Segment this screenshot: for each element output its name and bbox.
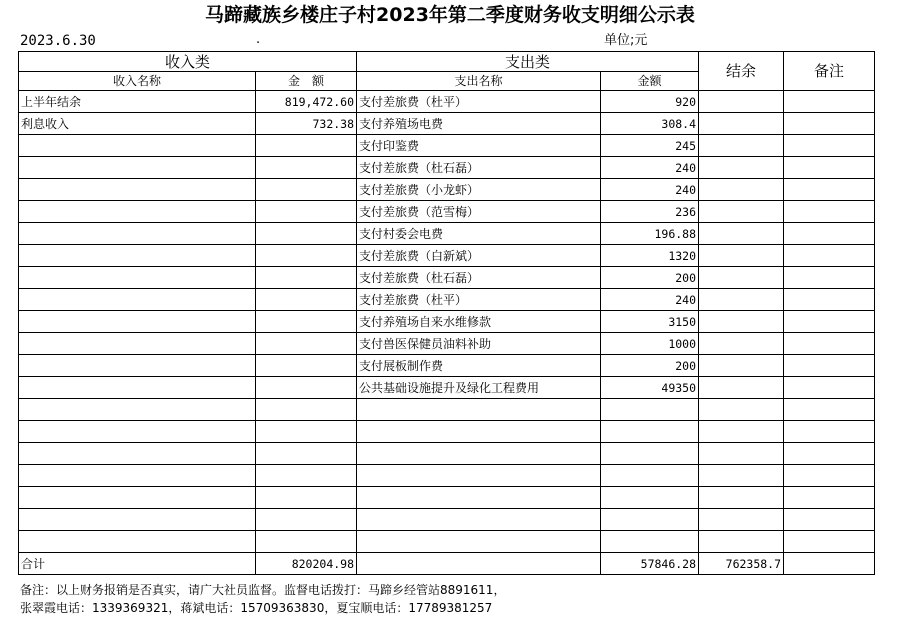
expense-amount-header: 金额 — [601, 72, 699, 91]
income-name-cell: 利息收入 — [19, 113, 256, 135]
income-name-cell — [19, 135, 256, 157]
table-row — [19, 531, 875, 553]
income-amount-cell — [256, 509, 357, 531]
balance-cell — [699, 135, 784, 157]
income-amount-cell — [256, 135, 357, 157]
balance-cell — [699, 421, 784, 443]
income-name-cell — [19, 333, 256, 355]
remark-cell — [784, 267, 875, 289]
expense-name-cell: 支付差旅费（杜平） — [357, 91, 601, 113]
finance-table — [18, 51, 875, 575]
expense-amount-cell: 308.4 — [601, 113, 699, 135]
income-amount-cell — [256, 201, 357, 223]
expense-name-cell — [357, 487, 601, 509]
unit-label: 单位;元 — [604, 33, 648, 48]
income-amount-cell — [256, 179, 357, 201]
income-name-cell — [19, 487, 256, 509]
remark-cell — [784, 245, 875, 267]
table-row — [19, 223, 875, 245]
expense-amount-cell: 1320 — [601, 245, 699, 267]
balance-cell — [699, 267, 784, 289]
expense-amount-cell — [601, 487, 699, 509]
table-row — [19, 443, 875, 465]
balance-cell — [699, 377, 784, 399]
table-row — [19, 509, 875, 531]
expense-name-cell — [357, 465, 601, 487]
expense-name-cell: 支付展板制作费 — [357, 355, 601, 377]
expense-amount-cell — [601, 465, 699, 487]
expense-name-cell: 支付印鉴费 — [357, 135, 601, 157]
expense-amount-cell — [601, 443, 699, 465]
expense-amount-cell: 196.88 — [601, 223, 699, 245]
expense-name-header: 支出名称 — [357, 72, 601, 91]
expense-amount-cell: 1000 — [601, 333, 699, 355]
expense-amount-cell: 49350 — [601, 377, 699, 399]
income-amount-cell — [256, 487, 357, 509]
expense-group-header: 支出类 — [357, 52, 699, 72]
balance-cell — [699, 113, 784, 135]
remark-cell — [784, 487, 875, 509]
expense-name-cell — [357, 443, 601, 465]
remark-cell — [784, 289, 875, 311]
income-amount-cell: 819,472.60 — [256, 91, 357, 113]
income-name-cell — [19, 509, 256, 531]
income-name-header: 收入名称 — [19, 72, 256, 91]
income-amount-header: 金 额 — [256, 72, 357, 91]
table-row — [19, 91, 875, 113]
total-remark-cell — [784, 553, 875, 575]
income-amount-cell: 732.38 — [256, 113, 357, 135]
expense-name-cell: 支付差旅费（范雪梅） — [357, 201, 601, 223]
income-amount-cell — [256, 421, 357, 443]
remark-cell — [784, 443, 875, 465]
expense-name-cell: 支付差旅费（杜石磊） — [357, 157, 601, 179]
income-name-cell — [19, 421, 256, 443]
report-date: 2023.6.30 — [20, 33, 96, 49]
income-name-cell — [19, 465, 256, 487]
income-amount-cell — [256, 443, 357, 465]
expense-name-cell: 支付养殖场自来水维修款 — [357, 311, 601, 333]
total-income-amount: 820204.98 — [256, 553, 357, 575]
table-row — [19, 487, 875, 509]
income-amount-cell — [256, 289, 357, 311]
remark-cell — [784, 465, 875, 487]
expense-name-cell — [357, 509, 601, 531]
income-name-cell — [19, 245, 256, 267]
income-amount-cell — [256, 267, 357, 289]
separator-dot: . — [256, 32, 261, 47]
income-amount-cell — [256, 311, 357, 333]
income-name-cell: 上半年结余 — [19, 91, 256, 113]
expense-name-cell — [357, 421, 601, 443]
table-row — [19, 267, 875, 289]
expense-amount-cell: 240 — [601, 289, 699, 311]
expense-amount-cell — [601, 399, 699, 421]
table-row — [19, 289, 875, 311]
income-name-cell — [19, 443, 256, 465]
expense-amount-cell: 245 — [601, 135, 699, 157]
income-name-cell — [19, 157, 256, 179]
table-row — [19, 377, 875, 399]
income-amount-cell — [256, 333, 357, 355]
balance-cell — [699, 201, 784, 223]
expense-name-cell: 支付差旅费（杜平） — [357, 289, 601, 311]
total-balance: 762358.7 — [699, 553, 784, 575]
expense-name-cell: 支付养殖场电费 — [357, 113, 601, 135]
remark-cell — [784, 201, 875, 223]
total-label: 合计 — [19, 553, 256, 575]
remark-cell — [784, 421, 875, 443]
balance-cell — [699, 223, 784, 245]
expense-name-cell: 支付兽医保健员油料补助 — [357, 333, 601, 355]
balance-cell — [699, 509, 784, 531]
remark-cell — [784, 399, 875, 421]
table-row — [19, 157, 875, 179]
balance-cell — [699, 443, 784, 465]
page-title: 马蹄藏族乡楼庄子村2023年第二季度财务收支明细公示表 — [205, 4, 695, 26]
table-row — [19, 465, 875, 487]
expense-amount-cell: 3150 — [601, 311, 699, 333]
remark-header: 备注 — [784, 52, 875, 91]
total-expense-amount: 57846.28 — [601, 553, 699, 575]
income-name-cell — [19, 267, 256, 289]
balance-cell — [699, 245, 784, 267]
table-row — [19, 311, 875, 333]
income-amount-cell — [256, 377, 357, 399]
balance-cell — [699, 289, 784, 311]
table-row — [19, 113, 875, 135]
expense-name-cell — [357, 531, 601, 553]
expense-name-cell — [357, 399, 601, 421]
table-row — [19, 179, 875, 201]
expense-amount-cell: 920 — [601, 91, 699, 113]
table-row — [19, 399, 875, 421]
income-amount-cell — [256, 531, 357, 553]
remark-cell — [784, 333, 875, 355]
balance-cell — [699, 333, 784, 355]
note-line-2: 张翠霞电话：1339369321，蒋斌电话：15709363830，夏宝顺电话：17789381257 — [20, 601, 493, 615]
total-expense-name-cell — [357, 553, 601, 575]
balance-cell — [699, 399, 784, 421]
balance-cell — [699, 531, 784, 553]
total-row — [19, 553, 875, 575]
income-amount-cell — [256, 223, 357, 245]
expense-amount-cell: 200 — [601, 355, 699, 377]
expense-name-cell: 支付差旅费（小龙虾） — [357, 179, 601, 201]
income-amount-cell — [256, 465, 357, 487]
income-group-header: 收入类 — [19, 52, 357, 72]
income-amount-cell — [256, 399, 357, 421]
balance-cell — [699, 179, 784, 201]
remark-cell — [784, 179, 875, 201]
balance-cell — [699, 91, 784, 113]
balance-header: 结余 — [699, 52, 784, 91]
remark-cell — [784, 223, 875, 245]
expense-name-cell: 支付村委会电费 — [357, 223, 601, 245]
income-name-cell — [19, 377, 256, 399]
expense-name-cell: 公共基础设施提升及绿化工程费用 — [357, 377, 601, 399]
expense-name-cell: 支付差旅费（杜石磊） — [357, 267, 601, 289]
remark-cell — [784, 157, 875, 179]
remark-cell — [784, 311, 875, 333]
expense-amount-cell: 200 — [601, 267, 699, 289]
remark-cell — [784, 135, 875, 157]
income-name-cell — [19, 355, 256, 377]
income-name-cell — [19, 399, 256, 421]
balance-cell — [699, 355, 784, 377]
expense-amount-cell: 236 — [601, 201, 699, 223]
table-row — [19, 245, 875, 267]
income-amount-cell — [256, 245, 357, 267]
expense-name-cell: 支付差旅费（白新斌） — [357, 245, 601, 267]
income-name-cell — [19, 531, 256, 553]
table-row — [19, 333, 875, 355]
expense-amount-cell — [601, 531, 699, 553]
table-row — [19, 135, 875, 157]
income-amount-cell — [256, 157, 357, 179]
table-row — [19, 201, 875, 223]
note-line-1: 备注：以上财务报销是否真实，请广大社员监督。监督电话拨打：马蹄乡经管站8891611， — [20, 583, 506, 597]
income-name-cell — [19, 201, 256, 223]
income-name-cell — [19, 223, 256, 245]
remark-cell — [784, 355, 875, 377]
balance-cell — [699, 157, 784, 179]
expense-amount-cell: 240 — [601, 157, 699, 179]
income-name-cell — [19, 179, 256, 201]
balance-cell — [699, 487, 784, 509]
footer-note — [20, 581, 505, 617]
remark-cell — [784, 113, 875, 135]
balance-cell — [699, 311, 784, 333]
income-name-cell — [19, 289, 256, 311]
balance-cell — [699, 465, 784, 487]
remark-cell — [784, 91, 875, 113]
income-name-cell — [19, 311, 256, 333]
table-row — [19, 421, 875, 443]
expense-amount-cell — [601, 421, 699, 443]
expense-amount-cell: 240 — [601, 179, 699, 201]
expense-amount-cell — [601, 509, 699, 531]
table-row — [19, 355, 875, 377]
remark-cell — [784, 531, 875, 553]
income-amount-cell — [256, 355, 357, 377]
remark-cell — [784, 377, 875, 399]
remark-cell — [784, 509, 875, 531]
